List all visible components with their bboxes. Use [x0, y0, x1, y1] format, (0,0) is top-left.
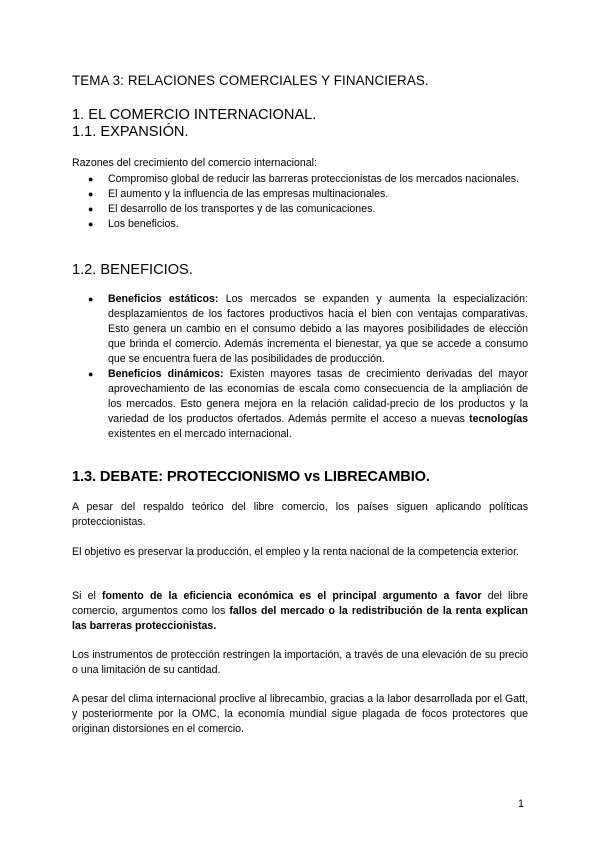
subsection-heading-beneficios: 1.2. BENEFICIOS. — [72, 262, 193, 278]
list-item: ● El aumento y la influencia de las empresas multinacionales. — [88, 188, 389, 200]
intro-text: Razones del crecimiento del comercio internacional: — [72, 157, 317, 169]
subsection-heading-expansion: 1.1. EXPANSIÓN. — [72, 124, 189, 140]
list-item: ● Compromiso global de reducir las barreras proteccionistas de los mercados nacionales. — [88, 173, 519, 185]
bullet-icon: ● — [88, 204, 94, 214]
paragraph: Si el fomento de la eficiencia económica es el principal argumento a favor del libre comercio, argumentos como los fallos del mercado o la redistribución de la renta explican las barreras proteccionistas. — [72, 590, 529, 632]
paragraph: Los instrumentos de protección restringen la importación, a través de una elevación de su precio o una limitación de su cantidad. — [72, 649, 528, 676]
bullet-icon: ● — [88, 174, 94, 184]
paragraph: A pesar del respaldo teórico del libre comercio, los países siguen aplicando políticas proteccionistas. — [72, 501, 528, 528]
bullet-icon: ● — [88, 294, 94, 304]
list-item: ● El desarrollo de los transportes y de las comunicaciones. — [88, 203, 376, 215]
subsection-heading-debate: 1.3. DEBATE: PROTECCIONISMO vs LIBRECAMBIO. — [72, 469, 430, 485]
reasons-list — [72, 172, 528, 232]
document-title: TEMA 3: RELACIONES COMERCIALES Y FINANCIERAS. — [72, 73, 429, 88]
section-heading: 1. EL COMERCIO INTERNACIONAL. — [72, 107, 317, 123]
list-item: ● Beneficios dinámicos: Existen mayores tasas de crecimiento derivadas del mayor aprovechamiento de las economías de escala como consecuencia de la ampliación de los mercados. Esto genera mejora en la relación calidad-precio de los productos y la variedad de los productos ofertados. Además permite el acceso a nuevas tecnologías existentes en el mercado internacional. — [88, 368, 528, 440]
bullet-icon: ● — [88, 369, 94, 379]
paragraph: El objetivo es preservar la producción, el empleo y la renta nacional de la competencia exterior. — [72, 546, 519, 558]
list-item: ● Los beneficios. — [88, 218, 179, 230]
bullet-icon: ● — [88, 219, 94, 229]
bullet-icon: ● — [88, 189, 94, 199]
list-item: ● Beneficios estáticos: Los mercados se expanden y aumenta la especialización: desplazamientos de los factores productivos hacia el bien con ventajas comparativas. Esto genera un cambio en el consumo debido a las mayores posibilidades de elección que brinda el comercio. Además incrementa el bienestar, ya que se accede a consumo que se encuentra fuera de las posibilidades de producción. — [88, 293, 528, 365]
paragraph: A pesar del clima internacional proclive al librecambio, gracias a la labor desarrollada por el Gatt, y posteriormente por la OMC, la economía mundial sigue plagada de focos protectores que originan distorsiones en el comercio. — [72, 693, 528, 735]
benefits-list — [72, 292, 528, 442]
page-number: 1 — [518, 798, 524, 810]
